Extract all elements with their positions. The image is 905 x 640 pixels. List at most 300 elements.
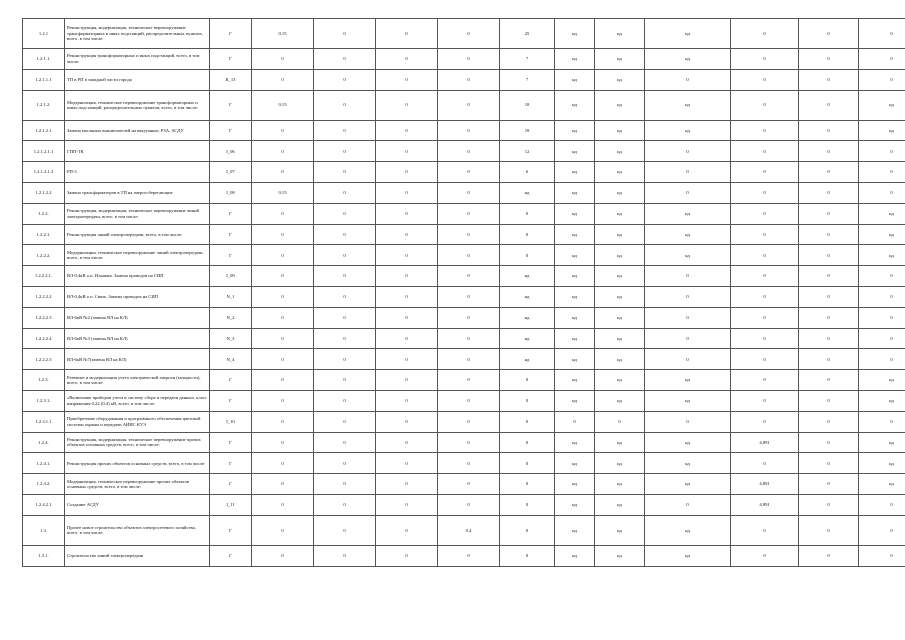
- row-code-cell: 1.2.4.2.: [23, 474, 65, 495]
- value-cell: 0: [252, 390, 314, 411]
- value-cell: нд: [500, 266, 555, 287]
- value-cell: 0: [731, 266, 799, 287]
- value-cell: 0: [376, 411, 438, 432]
- value-cell: 7: [500, 69, 555, 90]
- row-id-cell: Г: [210, 432, 252, 453]
- value-cell: 0: [438, 545, 500, 566]
- row-id-cell: N_2: [210, 307, 252, 328]
- row-id-cell: I_08: [210, 182, 252, 203]
- row-name-cell: ГПП-ТК: [65, 141, 210, 162]
- row-id-cell: Г: [210, 474, 252, 495]
- value-cell: 0: [500, 515, 555, 545]
- value-cell: 0: [438, 370, 500, 391]
- value-cell: 0: [314, 266, 376, 287]
- value-cell: 0: [859, 162, 905, 183]
- value-cell: нд: [555, 69, 595, 90]
- value-cell: 0: [252, 203, 314, 224]
- value-cell: 0: [500, 545, 555, 566]
- value-cell: 0: [799, 494, 859, 515]
- value-cell: 0: [799, 19, 859, 49]
- value-cell: 0: [799, 432, 859, 453]
- table-row: [23, 266, 905, 287]
- value-cell: 0: [252, 141, 314, 162]
- value-cell: 0: [799, 224, 859, 245]
- value-cell: 0: [438, 49, 500, 70]
- value-cell: 0: [500, 245, 555, 266]
- table-row: [23, 390, 905, 411]
- value-cell: 0: [859, 307, 905, 328]
- value-cell: 0: [314, 370, 376, 391]
- value-cell: 0: [438, 182, 500, 203]
- value-cell: нд: [555, 545, 595, 566]
- value-cell: 0: [799, 120, 859, 141]
- value-cell: 0: [314, 515, 376, 545]
- value-cell: 0: [799, 328, 859, 349]
- value-cell: 0: [314, 328, 376, 349]
- row-name-cell: ВЛ-6кВ №3 (замена ВЛ на КЛ): [65, 328, 210, 349]
- value-cell: нд: [500, 307, 555, 328]
- value-cell: 0: [859, 69, 905, 90]
- value-cell: 0: [314, 390, 376, 411]
- investment-program-table: [22, 18, 905, 567]
- value-cell: 0: [376, 182, 438, 203]
- row-code-cell: 1.2.1: [23, 19, 65, 49]
- table-row: [23, 224, 905, 245]
- value-cell: нд: [595, 245, 645, 266]
- value-cell: нд: [555, 453, 595, 474]
- value-cell: 0: [731, 19, 799, 49]
- value-cell: нд: [859, 370, 905, 391]
- table-row: [23, 411, 905, 432]
- value-cell: 0: [799, 49, 859, 70]
- value-cell: 0: [314, 432, 376, 453]
- value-cell: 0: [376, 328, 438, 349]
- value-cell: 0: [500, 474, 555, 495]
- row-name-cell: ВЛ-0,4кВ о.п. Связь. Замена проводов на СИП: [65, 286, 210, 307]
- value-cell: 0: [799, 453, 859, 474]
- row-code-cell: 1.2.4.1.: [23, 453, 65, 474]
- value-cell: 0: [799, 515, 859, 545]
- value-cell: нд: [595, 69, 645, 90]
- value-cell: 0: [376, 120, 438, 141]
- value-cell: нд: [859, 432, 905, 453]
- value-cell: 0: [645, 494, 731, 515]
- row-code-cell: 1.2.1.2.1.2: [23, 162, 65, 183]
- value-cell: 0: [438, 390, 500, 411]
- value-cell: 0: [645, 411, 731, 432]
- value-cell: 4,891: [731, 494, 799, 515]
- row-code-cell: 1.2.2.2.: [23, 245, 65, 266]
- row-id-cell: Г: [210, 370, 252, 391]
- row-id-cell: Г: [210, 515, 252, 545]
- value-cell: нд: [555, 49, 595, 70]
- value-cell: 0: [645, 141, 731, 162]
- value-cell: 0: [438, 245, 500, 266]
- value-cell: нд: [645, 203, 731, 224]
- value-cell: нд: [555, 474, 595, 495]
- row-code-cell: 1.2.1.2.1: [23, 120, 65, 141]
- value-cell: 0: [314, 19, 376, 49]
- value-cell: 0: [314, 182, 376, 203]
- value-cell: 0: [314, 69, 376, 90]
- value-cell: 0: [731, 411, 799, 432]
- row-name-cell: Замена масляных выключателей на вакуумные, РЗА, АСДУ: [65, 120, 210, 141]
- value-cell: 0: [376, 203, 438, 224]
- value-cell: 0: [252, 162, 314, 183]
- value-cell: 0: [731, 370, 799, 391]
- value-cell: 0: [731, 90, 799, 120]
- row-name-cell: РП-3: [65, 162, 210, 183]
- value-cell: нд: [645, 120, 731, 141]
- value-cell: нд: [859, 474, 905, 495]
- row-id-cell: Г: [210, 224, 252, 245]
- table-row: [23, 432, 905, 453]
- value-cell: нд: [595, 328, 645, 349]
- row-code-cell: 1.2.3.: [23, 370, 65, 391]
- value-cell: нд: [859, 90, 905, 120]
- value-cell: нд: [645, 370, 731, 391]
- value-cell: нд: [595, 162, 645, 183]
- value-cell: 0: [252, 286, 314, 307]
- value-cell: 0: [314, 349, 376, 370]
- value-cell: 4,891: [731, 474, 799, 495]
- table-row: [23, 245, 905, 266]
- value-cell: 0: [438, 162, 500, 183]
- row-name-cell: ТП в РП в западной части города: [65, 69, 210, 90]
- value-cell: 12: [500, 141, 555, 162]
- value-cell: 0: [799, 162, 859, 183]
- row-id-cell: Г: [210, 19, 252, 49]
- value-cell: 0: [799, 545, 859, 566]
- table-row: [23, 474, 905, 495]
- value-cell: 0: [859, 515, 905, 545]
- value-cell: 0: [438, 411, 500, 432]
- value-cell: 0: [731, 286, 799, 307]
- value-cell: 0: [645, 266, 731, 287]
- value-cell: 0: [438, 328, 500, 349]
- row-name-cell: Реконструкция, модернизация, техническое перевооружение линий электропередачи, всего, в том числе:: [65, 203, 210, 224]
- value-cell: 0: [438, 453, 500, 474]
- value-cell: 0: [645, 182, 731, 203]
- value-cell: нд: [595, 370, 645, 391]
- value-cell: 0: [859, 286, 905, 307]
- value-cell: нд: [555, 515, 595, 545]
- value-cell: нд: [595, 349, 645, 370]
- value-cell: 0: [376, 453, 438, 474]
- value-cell: 0: [376, 545, 438, 566]
- value-cell: нд: [555, 141, 595, 162]
- table-row: [23, 349, 905, 370]
- value-cell: 0: [252, 69, 314, 90]
- row-id-cell: Г: [210, 390, 252, 411]
- value-cell: нд: [645, 432, 731, 453]
- value-cell: нд: [555, 349, 595, 370]
- value-cell: нд: [595, 266, 645, 287]
- value-cell: 0: [252, 432, 314, 453]
- row-id-cell: Г: [210, 49, 252, 70]
- row-code-cell: 1.2.2.: [23, 203, 65, 224]
- value-cell: 0: [438, 432, 500, 453]
- value-cell: 0: [595, 411, 645, 432]
- value-cell: нд: [645, 453, 731, 474]
- value-cell: 0: [376, 224, 438, 245]
- row-code-cell: 1.2.2.2.2: [23, 286, 65, 307]
- value-cell: 0: [731, 307, 799, 328]
- value-cell: 0: [799, 370, 859, 391]
- row-name-cell: Прочее новое строительство объектов электросетевого хозяйства, всего, в том числе:: [65, 515, 210, 545]
- row-id-cell: I_09: [210, 266, 252, 287]
- value-cell: нд: [645, 390, 731, 411]
- row-id-cell: Г: [210, 90, 252, 120]
- value-cell: нд: [555, 162, 595, 183]
- value-cell: нд: [645, 224, 731, 245]
- value-cell: 0: [859, 49, 905, 70]
- value-cell: 0: [859, 182, 905, 203]
- value-cell: 0: [252, 120, 314, 141]
- value-cell: нд: [859, 390, 905, 411]
- value-cell: нд: [595, 203, 645, 224]
- value-cell: 0: [859, 19, 905, 49]
- value-cell: нд: [555, 182, 595, 203]
- value-cell: 0: [314, 474, 376, 495]
- value-cell: нд: [555, 245, 595, 266]
- value-cell: 0: [645, 286, 731, 307]
- value-cell: 0: [252, 370, 314, 391]
- table-row: [23, 69, 905, 90]
- value-cell: 0: [731, 162, 799, 183]
- value-cell: нд: [595, 545, 645, 566]
- table-row: [23, 515, 905, 545]
- value-cell: 0: [438, 266, 500, 287]
- value-cell: нд: [595, 286, 645, 307]
- row-code-cell: 1.2.2.1.: [23, 224, 65, 245]
- row-id-cell: N_3: [210, 328, 252, 349]
- row-name-cell: Реконструкция прочих объектов основных средств, всего, в том числе:: [65, 453, 210, 474]
- value-cell: нд: [595, 453, 645, 474]
- value-cell: 0: [500, 224, 555, 245]
- value-cell: 0: [438, 286, 500, 307]
- value-cell: нд: [555, 370, 595, 391]
- row-code-cell: 1.3.1.: [23, 545, 65, 566]
- value-cell: 0: [799, 307, 859, 328]
- value-cell: 0: [376, 90, 438, 120]
- value-cell: 0: [252, 224, 314, 245]
- value-cell: нд: [645, 515, 731, 545]
- row-id-cell: К_13: [210, 69, 252, 90]
- value-cell: 0: [859, 349, 905, 370]
- value-cell: нд: [595, 224, 645, 245]
- table-row: [23, 19, 905, 49]
- value-cell: 0: [500, 494, 555, 515]
- value-cell: 0: [799, 474, 859, 495]
- row-name-cell: Реконструкция трансформаторных и иных подстанций, всего, в том числе:: [65, 49, 210, 70]
- row-name-cell: «Включение приборов учета в систему сбора и передачи данных, класс напряжения 0,22 (0,4) кВ, всего, в том числе:: [65, 390, 210, 411]
- value-cell: нд: [500, 328, 555, 349]
- row-id-cell: Г: [210, 545, 252, 566]
- value-cell: 0: [376, 370, 438, 391]
- value-cell: 0: [376, 286, 438, 307]
- value-cell: 0: [645, 69, 731, 90]
- value-cell: нд: [555, 432, 595, 453]
- value-cell: 18: [500, 120, 555, 141]
- table-row: [23, 90, 905, 120]
- value-cell: 0: [438, 120, 500, 141]
- value-cell: 0: [376, 69, 438, 90]
- value-cell: 0,4: [438, 515, 500, 545]
- value-cell: 0: [376, 266, 438, 287]
- value-cell: 0: [376, 349, 438, 370]
- value-cell: 0: [376, 474, 438, 495]
- value-cell: 0: [799, 182, 859, 203]
- value-cell: 0: [252, 494, 314, 515]
- value-cell: 0: [438, 19, 500, 49]
- table-row: [23, 286, 905, 307]
- value-cell: нд: [645, 19, 731, 49]
- value-cell: 0: [731, 245, 799, 266]
- value-cell: 0: [731, 328, 799, 349]
- value-cell: нд: [859, 453, 905, 474]
- row-code-cell: 1.2.2.2.3: [23, 307, 65, 328]
- value-cell: 18: [500, 90, 555, 120]
- value-cell: нд: [595, 49, 645, 70]
- row-id-cell: Г: [210, 453, 252, 474]
- document-page: [22, 18, 894, 567]
- value-cell: нд: [555, 494, 595, 515]
- value-cell: нд: [500, 286, 555, 307]
- value-cell: нд: [595, 474, 645, 495]
- value-cell: нд: [595, 120, 645, 141]
- value-cell: 0: [500, 432, 555, 453]
- value-cell: 0: [252, 349, 314, 370]
- value-cell: 0: [314, 494, 376, 515]
- value-cell: 0: [438, 307, 500, 328]
- row-name-cell: ВЛ-0,4кВ о.п. Ильинка. Замена проводов на СИП: [65, 266, 210, 287]
- value-cell: 0: [731, 224, 799, 245]
- value-cell: 0: [731, 390, 799, 411]
- value-cell: 0: [252, 245, 314, 266]
- value-cell: 0: [314, 545, 376, 566]
- row-code-cell: 1.2.2.2.5: [23, 349, 65, 370]
- value-cell: 0: [799, 411, 859, 432]
- value-cell: 0: [859, 411, 905, 432]
- value-cell: нд: [555, 203, 595, 224]
- value-cell: 0: [252, 49, 314, 70]
- value-cell: 0: [859, 141, 905, 162]
- value-cell: 0: [438, 494, 500, 515]
- row-name-cell: ВЛ-6кВ №7(замена ВЛ на КЛ): [65, 349, 210, 370]
- value-cell: 4,891: [731, 432, 799, 453]
- value-cell: нд: [859, 120, 905, 141]
- row-id-cell: I_11: [210, 494, 252, 515]
- value-cell: 0: [799, 90, 859, 120]
- value-cell: нд: [555, 120, 595, 141]
- value-cell: 0: [731, 515, 799, 545]
- value-cell: 0: [314, 307, 376, 328]
- value-cell: 0: [555, 411, 595, 432]
- table-row: [23, 203, 905, 224]
- value-cell: 0: [799, 390, 859, 411]
- value-cell: 0: [314, 453, 376, 474]
- value-cell: 0: [252, 515, 314, 545]
- value-cell: 0: [859, 545, 905, 566]
- value-cell: нд: [595, 390, 645, 411]
- value-cell: 0,15: [252, 90, 314, 120]
- row-id-cell: I_06: [210, 141, 252, 162]
- value-cell: 0: [376, 307, 438, 328]
- value-cell: 0: [799, 203, 859, 224]
- row-code-cell: 1.2.4.2.1: [23, 494, 65, 515]
- value-cell: нд: [645, 90, 731, 120]
- row-code-cell: 1.2.3.1.: [23, 390, 65, 411]
- row-id-cell: N_4: [210, 349, 252, 370]
- value-cell: 0: [438, 349, 500, 370]
- value-cell: 0: [314, 286, 376, 307]
- value-cell: нд: [595, 19, 645, 49]
- row-id-cell: I_10: [210, 411, 252, 432]
- value-cell: 0: [731, 49, 799, 70]
- table-row: [23, 545, 905, 566]
- row-name-cell: Реконструкция, модернизация, техническое перевооружение прочих объектов основных средств, всего, в том числе:: [65, 432, 210, 453]
- value-cell: 0: [252, 307, 314, 328]
- value-cell: 0: [314, 411, 376, 432]
- value-cell: 7: [500, 49, 555, 70]
- table-row: [23, 370, 905, 391]
- value-cell: нд: [595, 515, 645, 545]
- value-cell: 0: [731, 453, 799, 474]
- value-cell: 0: [376, 432, 438, 453]
- value-cell: 0: [438, 474, 500, 495]
- row-code-cell: 1.2.1.2.: [23, 90, 65, 120]
- value-cell: 0: [500, 203, 555, 224]
- value-cell: 0: [438, 69, 500, 90]
- value-cell: 0: [731, 69, 799, 90]
- value-cell: 0: [731, 182, 799, 203]
- row-code-cell: 1.2.3.1.1: [23, 411, 65, 432]
- table-row: [23, 307, 905, 328]
- table-row: [23, 182, 905, 203]
- value-cell: 0: [731, 203, 799, 224]
- value-cell: 0: [314, 203, 376, 224]
- value-cell: 0: [376, 19, 438, 49]
- row-id-cell: Г: [210, 203, 252, 224]
- value-cell: нд: [859, 245, 905, 266]
- value-cell: 0: [252, 266, 314, 287]
- value-cell: нд: [555, 90, 595, 120]
- value-cell: 0: [252, 328, 314, 349]
- value-cell: 0: [252, 453, 314, 474]
- value-cell: 0: [799, 286, 859, 307]
- value-cell: 0: [314, 49, 376, 70]
- table-row: [23, 328, 905, 349]
- value-cell: 0: [859, 494, 905, 515]
- value-cell: 0: [731, 120, 799, 141]
- value-cell: 0: [438, 141, 500, 162]
- value-cell: 0: [376, 245, 438, 266]
- value-cell: 0: [252, 411, 314, 432]
- row-name-cell: Замена трансформаторов в ТП на энергосберегающие: [65, 182, 210, 203]
- row-name-cell: Развитие и модернизация учета электрической энергии (мощности), всего, в том числе:: [65, 370, 210, 391]
- row-name-cell: Создание АСДУ: [65, 494, 210, 515]
- value-cell: 0: [438, 90, 500, 120]
- value-cell: 0: [799, 141, 859, 162]
- value-cell: нд: [645, 49, 731, 70]
- value-cell: 0: [645, 162, 731, 183]
- row-name-cell: Реконструкция, модернизация, техническое перевооружение трансформаторных и иных подстанций, распределительных пунктов, всего, в том числе:: [65, 19, 210, 49]
- value-cell: 0: [252, 545, 314, 566]
- value-cell: нд: [555, 307, 595, 328]
- row-code-cell: 1.2.1.2.1.1: [23, 141, 65, 162]
- row-code-cell: 1.2.2.2.1.: [23, 266, 65, 287]
